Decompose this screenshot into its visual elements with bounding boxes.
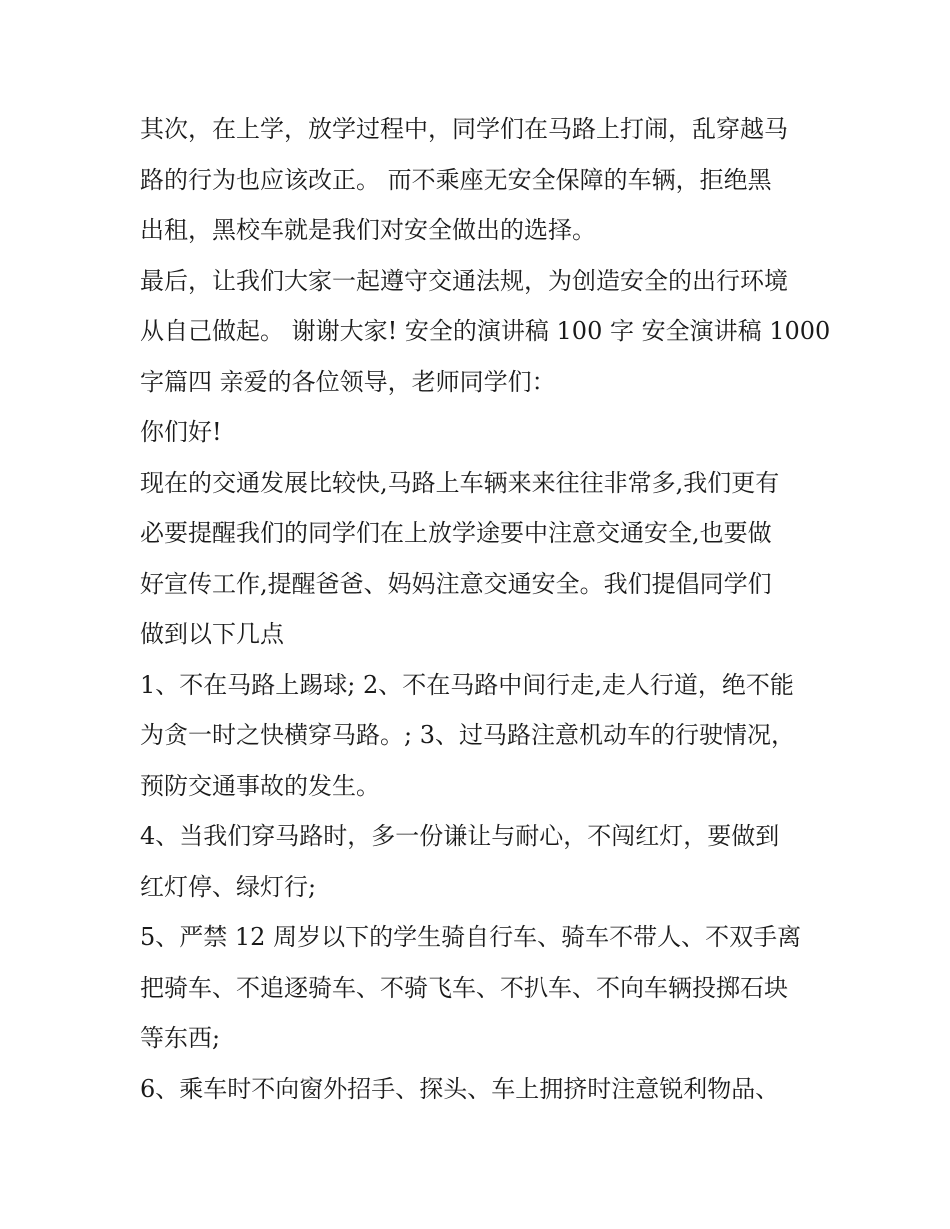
text-line: 其次，在上学，放学过程中，同学们在马路上打闹，乱穿越马 [140,115,788,143]
text-line: 从自己做起。 谢谢大家! 安全的演讲稿 100 字 安全演讲稿 1000 [140,317,831,345]
text-line: 1、不在马路上踢球; 2、不在马路中间行走,走人行道，绝不能 [140,670,794,699]
text-line: 字篇四 亲爱的各位领导，老师同学们： [140,367,556,396]
text-line: 现在的交通发展比较快,马路上车辆来来往往非常多,我们更有 [140,468,780,497]
text-line: 6、乘车时不向窗外招手、探头、车上拥挤时注意锐利物品、 [140,1074,780,1103]
text-line: 路的行为也应该改正。 而不乘座无安全保障的车辆，拒绝黑 [140,165,772,194]
text-line: 你们好! [140,418,222,446]
text-line: 必要提醒我们的同学们在上放学途要中注意交通安全,也要做 [140,519,772,547]
text-line: 为贪一时之快横穿马路。; 3、过马路注意机动车的行驶情况， [140,721,795,749]
text-line: 出租，黑校车就是我们对安全做出的选择。 [140,216,596,244]
text-line: 最后，让我们大家一起遵守交通法规，为创造安全的出行环境 [140,266,788,295]
text-line: 预防交通事故的发生。 [140,771,380,800]
text-line: 4、当我们穿马路时，多一份谦让与耐心，不闯红灯，要做到 [140,822,780,850]
text-line: 好宣传工作,提醒爸爸、妈妈注意交通安全。我们提倡同学们 [140,569,772,598]
document-body [140,104,831,1114]
text-line: 5、严禁 12 周岁以下的学生骑自行车、骑车不带人、不双手离 [140,923,802,951]
text-line: 红灯停、绿灯行; [140,872,317,901]
text-line: 等东西; [140,1024,221,1052]
text-line: 把骑车、不追逐骑车、不骑飞车、不扒车、不向车辆投掷石块 [140,973,788,1002]
text-line: 做到以下几点 [140,620,284,648]
